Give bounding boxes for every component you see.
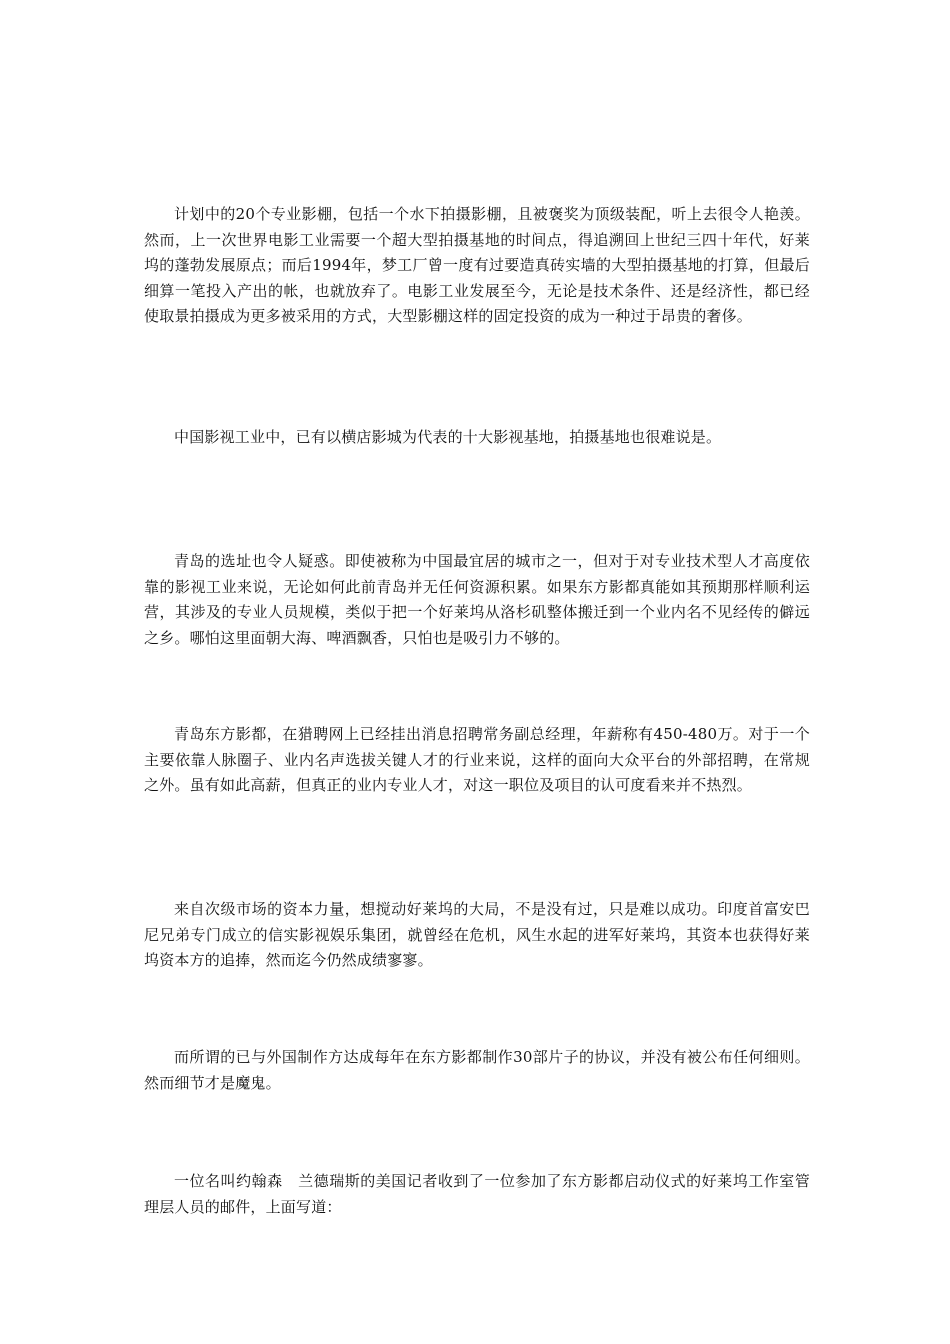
paragraph-qingdao-location: 青岛的选址也令人疑惑。即使被称为中国最宜居的城市之一，但对于对专业技术型人才高度依靠的影视工业来说，无论如何此前青岛并无任何资源积累。如果东方影都真能如其预期那样顺利运营，其涉及的专业人员规模，类似于把一个好莱坞从洛杉矶整体搬迁到一个业内名不见经传的僻远之乡。哪怕这里面朝大海、啤酒飘香，只怕也是吸引力不够的。 <box>144 552 810 647</box>
paragraph-secondary-capital: 来自次级市场的资本力量，想搅动好莱坞的大局，不是没有过，只是难以成功。印度首富安巴尼兄弟专门成立的信实影视娱乐集团，就曾经在危机，风生水起的进军好莱坞，其资本也获得好莱坞资本方的追捧，然而迄今仍然成绩寥寥。 <box>144 900 810 969</box>
paragraph-china-film-bases: 中国影视工业中，已有以横店影城为代表的十大影视基地，拍摄基地也很难说是。 <box>174 428 722 446</box>
paragraph-studio-plan: 计划中的20个专业影棚，包括一个水下拍摄影棚，且被褒奖为顶级装配，听上去很令人艳羡。然而，上一次世界电影工业需要一个超大型拍摄基地的时间点，得追溯回上世纪三四十年代，好莱坞的蓬勃发展原点；而后1994年，梦工厂曾一度有过要造真砖实墙的大型拍摄基地的打算，但最后细算一笔投入产出的帐，也就放弃了。电影工业发展至今，无论是技术条件、还是经济性，都已经使取景拍摄成为更多被采用的方式，大型影棚这样的固定投资的成为一种过于昂贵的奢侈。 <box>144 205 810 325</box>
paragraph-recruitment: 青岛东方影都，在猎聘网上已经挂出消息招聘常务副总经理，年薪称有450-480万。对于一个主要依靠人脉圈子、业内名声选拔关键人才的行业来说，这样的面向大众平台的外部招聘，在常规之外。虽有如此高薪，但真正的业内专业人才，对这一职位及项目的认可度看来并不热烈。 <box>144 725 810 794</box>
paragraph-journalist-email: 一位名叫约翰森 兰德瑞斯的美国记者收到了一位参加了东方影都启动仪式的好莱坞工作室管理层人员的邮件，上面写道： <box>144 1172 810 1216</box>
paragraph-agreement-details: 而所谓的已与外国制作方达成每年在东方影都制作30部片子的协议，并没有被公布任何细则。然而细节才是魔鬼。 <box>144 1048 810 1092</box>
